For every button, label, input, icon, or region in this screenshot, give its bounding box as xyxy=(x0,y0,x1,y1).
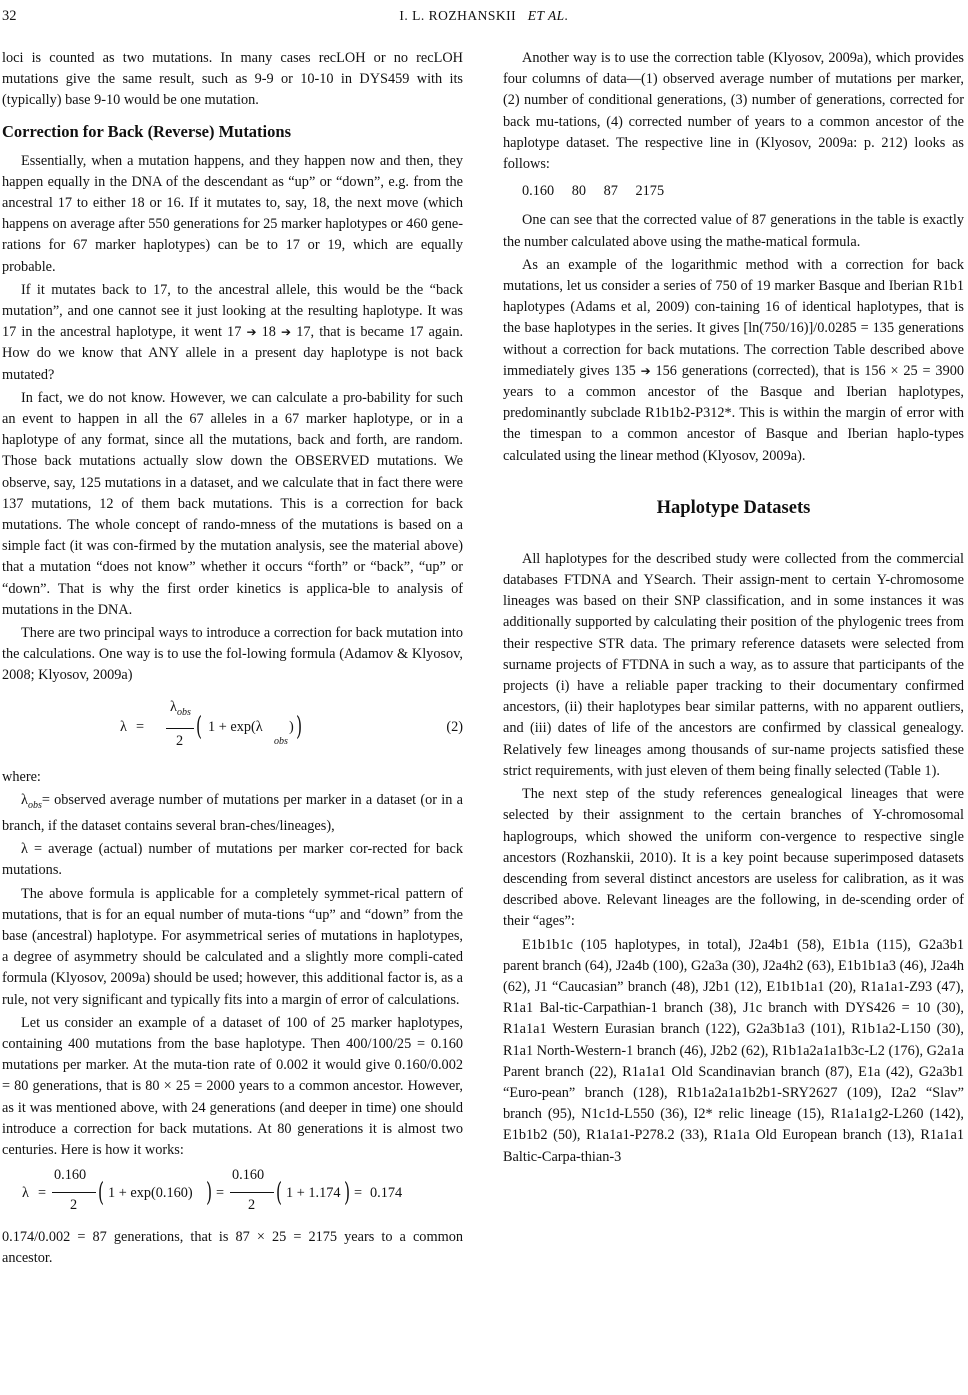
right-column xyxy=(503,48,964,1170)
eq-lambda: λ xyxy=(170,698,177,715)
paragraph: One can see that the corrected value of 87 generations in the table is exactly the number calculated above using the mathe-matical formula. xyxy=(503,212,964,250)
eq-numerator: 0.160 xyxy=(232,1167,265,1184)
eq-result: 0.174 xyxy=(370,1185,403,1202)
table-cell: 0.160 xyxy=(522,183,555,200)
eq-denominator: 2 xyxy=(176,732,184,749)
paragraph: Let us consider an example of a dataset of 100 of 25 marker haplotypes, containing 400 mutations from the base haplotype. Then 400/100/25 = 0.160 mutations per marker. At the muta-tion rate of 0.002 it would give 0.160/0.002 = 80 generations, that is 80 × 25 = 2000 years to a common ancestor. However, as it was mentioned above, with 24 generations (and deeper in time) one should introduce a correction for back mutations. At 80 generations it is almost two centuries. Here is how it works: xyxy=(2,1014,463,1158)
eq-equals: = xyxy=(38,1185,47,1202)
eq-equals: = xyxy=(216,1185,225,1202)
eq-subscript: obs xyxy=(27,799,42,811)
symbol: λ xyxy=(21,841,28,858)
running-title xyxy=(0,8,968,24)
right-arrow-icon: ➔ xyxy=(640,363,651,378)
close-paren: ) xyxy=(344,1178,351,1209)
eq-lambda: λ xyxy=(22,1185,29,1202)
paragraph: Another way is to use the correction table (Klyosov, 2009a), which provides four columns of data—(1) observed average number of mutations per marker, (2) number of conditional generations, (3) number of generations, corrected for back mu-tations, (4) corrected number of years to a common ancestor of the haplotype dataset. The respective line in (Klyosov, 2009a: p. 212) looks as follows: xyxy=(503,50,964,173)
open-paren: ( xyxy=(276,1178,283,1209)
eq-body: 1 + exp(λ xyxy=(208,718,263,735)
right-arrow-icon: ➔ xyxy=(281,325,292,340)
fraction-bar xyxy=(230,1192,274,1193)
running-authors: I. L. ROZHANSKII xyxy=(399,8,517,23)
page-number: 32 xyxy=(2,8,17,24)
symbol: λ xyxy=(21,791,28,808)
eq-denominator: 2 xyxy=(70,1197,78,1214)
close-paren: ) xyxy=(206,1178,213,1209)
paragraph xyxy=(503,255,964,467)
definition-lambda-obs xyxy=(2,790,463,837)
eq-part: 1 + exp(0.160) xyxy=(108,1185,193,1202)
paragraph-text: 156 generations (corrected), that is 156 × 25 = 3900 years to a common ancestor of the Basque and Iberian haplotypes, predominantly subclade R1b1b2-P312*. This is within the margin of error with the timespan to a common ancestor of Basque and Iberian haplo-types calculated using the linear method (Klyosov, 2009a). xyxy=(503,362,965,464)
eq-denominator: 2 xyxy=(248,1197,256,1214)
equation-example xyxy=(2,1165,463,1223)
section-heading-haplotype-datasets: Haplotype Datasets xyxy=(656,497,811,518)
fraction-bar xyxy=(166,728,194,729)
paragraph: In fact, we do not know. However, we can calculate a pro-bability for such an event to happen in all the 67 alleles in a 67 marker haplotype, or in a haplotype of any format, since all the mutations, back and forth, are random. Those back mutations actually slow down the OBSERVED mutations. We observe, say, 125 mutations in a dataset, and we calculate that in fact there were 137 mutations, 12 of them back mutations. This is a correction for back mutations. The whole concept of rando-mness of the mutations is based on a simple fact (it was con-firmed by the mutation analysis, see the material above) that a mutation “does not know” whether it occurs “forth” or “back”, “up” or “down”. That is why the first order kinetics is applica-ble to analysis of mutations in the DNA. xyxy=(2,389,463,618)
correction-table-row xyxy=(503,181,964,202)
running-etal: ET AL. xyxy=(527,8,569,23)
paragraph-text: As an example of the logarithmic method with a correction for back mutations, let us consider a series of 750 of 19 marker Basque and Iberian R1b1 haplotypes (Adams et al, 2009) con-taining 16 of identical haplotypes, that is the base haplotypes in the series. It gives [ln(750/16)]/0.0285 = 135 generations without a correction for back mutations. The correction Table described above immediately gives 135 xyxy=(503,256,964,379)
table-cell: 87 xyxy=(603,183,618,200)
paragraph-text: 18 xyxy=(261,324,276,341)
open-paren: ( xyxy=(98,1178,105,1209)
paragraph: 0.174/0.002 = 87 generations, that is 87 × 25 = 2175 years to a common ancestor. xyxy=(2,1229,463,1267)
table-cell: 80 xyxy=(571,183,587,200)
paragraph: There are two principal ways to introduce a correction for back mutation into the calculations. One way is to use the fol-lowing formula (Adamov & Klyosov, 2008; Klyosov, 2009a) xyxy=(2,625,463,684)
right-arrow-icon: ➔ xyxy=(246,325,257,340)
close-paren: ) xyxy=(296,711,303,742)
paragraph: The next step of the study references genealogical lineages that were selected by their assignment to the certain branches of Y-chromosomal haplogroups, which showed the uniform con-vergence to respective single ancestors (Rozhanskii, 2010). It is a key point because superimposed datasets descending from several distinct ancestors are useless for calibration, as it was described above. Relevant lineages are the following, in de-scending order of their “ages”: xyxy=(503,786,964,930)
running-header xyxy=(0,8,968,28)
equation-2 xyxy=(2,695,463,761)
section-heading-back-mutations: Correction for Back (Reverse) Mutations xyxy=(2,121,291,141)
eq-equals: = xyxy=(354,1185,363,1202)
left-column xyxy=(2,48,463,1272)
equation-number: (2) xyxy=(446,718,463,735)
paragraph: E1b1b1c (105 haplotypes, in total), J2a4b1 (58), E1b1a (115), G2a3b1 parent branch (64), J2a4b (100), G2a3a (30), J2a4h2 (63), E1b1b1a3 (46), J2a4h (62), J1 “Caucasian” branch (48), J2b1 (12), E1b1b1a1 (20), R1a1a1-Z93 (47), R1a1 Bal-tic-Carpathian-1 branch (38), J1c branch with DYS426 = 10 (30), R1a1a1 Western Eurasian branch (122), G2a3b1a3 (101), R1b1a2-L150 (30), R1a1 North-Western-1 branch (46), J2b2 (62), R1b1a2a1a1b3c-L2 (176), G2a1a Parent branch (22), R1a1a1 Old Scandinavian branch (87), E1a (42), G2a3b1 “Euro-pean” branch (128), R1b1a2a1a1b2b1-SRY2627 (109), I2a2 “Slav” branch (95), N1c1d-L550 (36), I2* relic lineage (15), R1a1a1g2-L260 (142), E1b1b2 (50), R1a1a1-P278.2 (33), R1a1a Old European branch (13), R1a1a1 Baltic-Carpa-thian-3 xyxy=(503,936,964,1165)
eq-lambda: λ xyxy=(120,718,127,735)
fraction-bar xyxy=(52,1192,96,1193)
paragraph-text: If it mutates back to 17, to the ancestral allele, this would be the “back mutation”, and one cannot see it just looking at the resulting haplotype. It was 17 in the ancestral haplotype, it went 17 xyxy=(2,281,463,341)
eq-numerator: 0.160 xyxy=(54,1167,87,1184)
eq-numerator xyxy=(170,697,191,723)
paragraph: The above formula is applicable for a completely symmet-rical pattern of mutations, that is for an equal number of muta-tions “up” and “down” from the base (ancestral) haplotype. For asymmetrical series of mutations in haplotypes, a degree of asymmetry should be calculated and a slightly more compli-cated formula (Klyosov, 2009a) should be used; however, this additional factor is, as a rule, not very significant and typically fits into a margin of error of calculations. xyxy=(2,885,463,1008)
paragraph xyxy=(2,280,463,386)
eq-subscript: obs xyxy=(176,706,191,718)
open-paren: ( xyxy=(196,711,203,742)
eq-subscript: obs xyxy=(274,735,288,747)
definition-lambda xyxy=(2,839,463,881)
paragraph: loci is counted as two mutations. In many cases recLOH or no recLOH mutations give the same result, such as 9-9 or 10-10 in DYS459 with its (typically) base 9-10 would be one mutation. xyxy=(2,50,463,109)
paragraph: All haplotypes for the described study were collected from the commercial databases FTDNA and YSearch. Their assign-ment to certain Y-chromosome lineages was based on their SNP classification, and in some instances it was additionally supported by calculating their position of the phylogenic trees from their respective STR data. The primary reference datasets were selected from surname projects of FTDNA in such a way, as to assure that participants of the projects (i) have a reliable paper tracking to their documentary confirmed ancestors, (ii) their haplotypes bear similar patterns, with no apparent outliers, and (iii) dates of life of the ancestors are confirmed by classical genealogy. Relatively few lineages among thousands of sur-name projects satisfied these strict requirements, with just eleven of them being finally selected (Table 1). xyxy=(503,550,964,779)
eq-part: 1 + 1.174 xyxy=(286,1185,341,1202)
where-label: where: xyxy=(2,768,41,785)
eq-close: ) xyxy=(289,718,294,735)
table-cell: 2175 xyxy=(635,183,665,200)
paragraph: Essentially, when a mutation happens, and they happen now and then, they happen equally in the DNA of the descendant as “up” or “down”, e.g. from the ancestral 17 to either 18 or 16. If it mutates to, say, 18, the next move (which happens on average after 550 generations for 25 marker haplotypes or 460 gene-rations for 67 marker haplotypes) can be to 17 or 19, which are equally probable. xyxy=(2,152,463,275)
definition-text: = observed average number of mutations per marker in a dataset (or in a branch, if the dataset contains several bran-ches/lineages), xyxy=(2,791,463,834)
definition-text: = average (actual) number of mutations per marker cor-rected for back mutations. xyxy=(2,841,463,879)
paragraph-text: 17, that is became 17 again. How do we know that ANY allele in a present day haplotype is not back mutated? xyxy=(2,324,464,383)
eq-equals: = xyxy=(136,718,145,735)
